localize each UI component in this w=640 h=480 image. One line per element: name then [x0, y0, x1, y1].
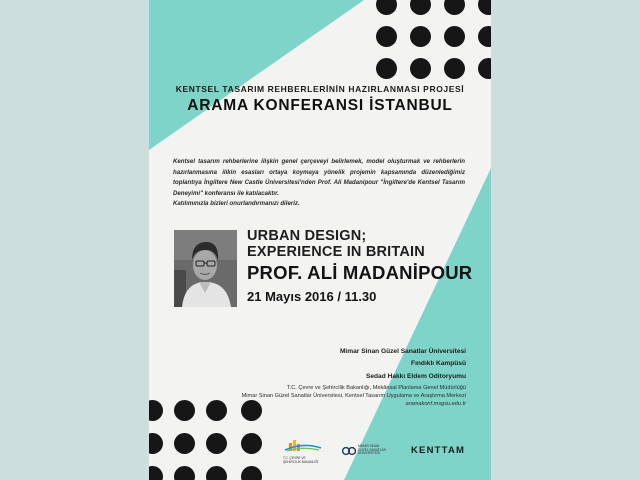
venue-info — [266, 346, 466, 383]
conference-title: ARAMA KONFERANSI İSTANBUL — [187, 97, 453, 114]
dot — [149, 466, 163, 480]
venue-campus: Fındıklı Kampüsü — [411, 360, 466, 368]
dot — [410, 26, 431, 47]
ministry-logo — [283, 438, 323, 462]
dot — [376, 58, 397, 79]
organizer-ministry: T.C. Çevre ve Şehircilik Bakanlığı, Mekânsal Planlama Genel Müdürlüğü — [286, 385, 466, 391]
dot — [206, 466, 227, 480]
ministry-logo-text: T.C. ÇEVRE VE ŞEHİRCİLİK BAKANLIĞI — [283, 456, 319, 464]
dot — [444, 26, 465, 47]
msgsu-emblem-icon — [342, 446, 356, 456]
dot — [478, 26, 491, 47]
dot — [376, 26, 397, 47]
ministry-emblem-icon — [283, 438, 323, 452]
dot — [444, 58, 465, 79]
project-title: KENTSEL TASARIM REHBERLERİNİN HAZIRLANMASI PROJESİ — [175, 84, 465, 94]
website-link[interactable]: aramakonf.msgsu.edu.tr — [405, 401, 466, 407]
dot — [174, 466, 195, 480]
speaker-portrait-image — [174, 230, 237, 307]
talk-title — [247, 228, 487, 260]
msgsu-logo-text-1: MİMAR SİNAN — [358, 444, 380, 448]
talk-title-line-1: URBAN DESIGN; — [247, 228, 367, 244]
event-datetime: 21 Mayıs 2016 / 11.30 — [247, 289, 377, 304]
organizer-university: Mimar Sinan Güzel Sanatlar Üniversitesi, Kentsel Tasarım Uygulama ve Araştırma Merkezi — [241, 393, 466, 399]
kenttam-logo: KENTTAM — [411, 445, 466, 456]
logo-strip — [149, 436, 491, 466]
dot — [241, 466, 262, 480]
poster — [149, 0, 491, 480]
speaker-photo — [174, 230, 237, 307]
dot — [478, 58, 491, 79]
dot — [478, 0, 491, 15]
msgsu-logo-text-3: ÜNİVERSİTESİ — [358, 451, 381, 456]
intro-closing: Katılımınızla bizleri onurlandırmanızı dileriz. — [173, 200, 300, 208]
intro-paragraph: Kentsel tasarım rehberlerine ilişkin genel çerçeveyi belirlemek, model oluşturmak ve rehberlerin hazırlanmasına ilikin esasları ortaya koymaya yönelik projemin kapsamında düzenlediğimiz toplantıya İngiltere New Castle Üniversitesi'nden Prof. Ali Madanipour "İngiltere'de Kentsel Tasarım Deneyimi" konferansı ile katılacaktır. — [173, 158, 465, 197]
organizers-info — [166, 384, 466, 408]
top-right-dot-grid — [149, 0, 491, 160]
bottom-right-teal-shape — [344, 168, 491, 480]
venue-university: Mimar Sinan Güzel Sanatlar Üniversitesi — [339, 348, 466, 355]
intro-text — [173, 157, 465, 210]
venue-hall: Sedad Hakkı Eldem Oditoryumu — [365, 372, 466, 380]
dot — [444, 0, 465, 15]
dot — [410, 58, 431, 79]
talk-title-line-2: EXPERIENCE IN BRITAIN — [247, 244, 425, 260]
speaker-name: PROF. ALİ MADANİPOUR — [247, 262, 473, 283]
dot — [149, 400, 163, 421]
dot — [376, 0, 397, 15]
msgsu-logo-text-2: GÜZEL SANATLAR — [358, 447, 386, 452]
dot — [410, 0, 431, 15]
msgsu-logo — [342, 444, 392, 460]
